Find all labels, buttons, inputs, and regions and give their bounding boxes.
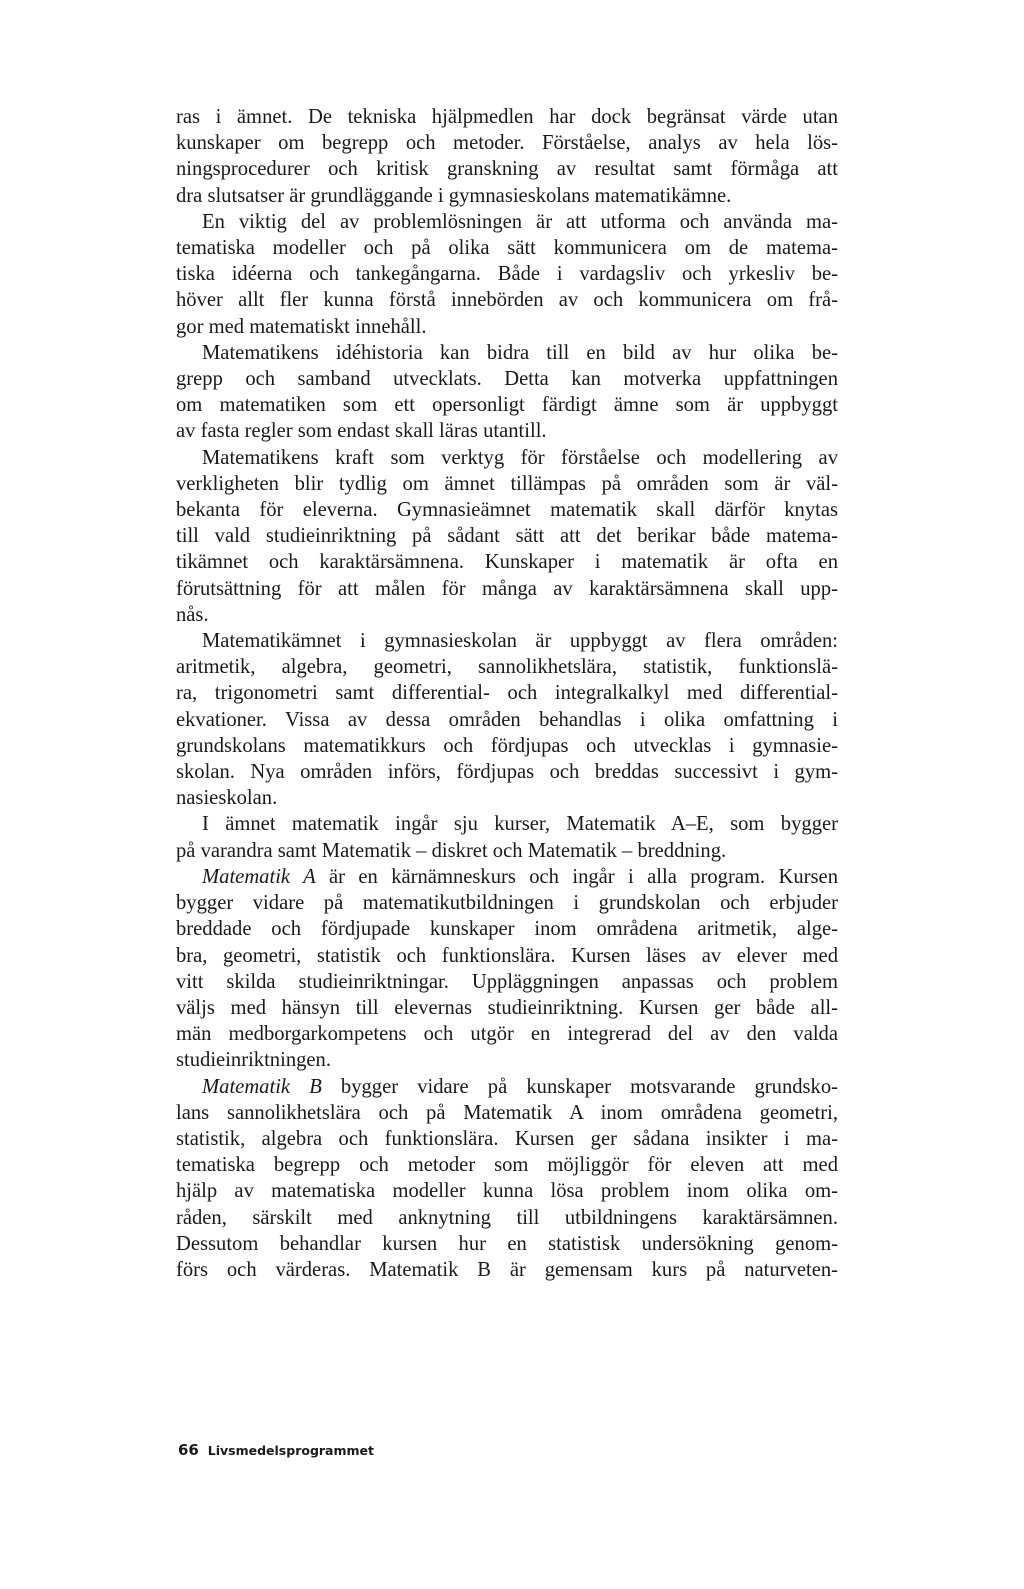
text-line: nås. (176, 603, 209, 626)
text-line: verkligheten blir tydlig om ämnet tillämpas på områden som är väl- (176, 472, 838, 495)
text-line: aritmetik, algebra, geometri, sannolikhetslära, statistik, funktionslä- (176, 656, 838, 679)
text-line: grepp och samband utvecklats. Detta kan motverka uppfattningen (176, 368, 838, 391)
course-name: Matematik A (202, 865, 316, 888)
text-line: förutsättning för att målen för många av karaktärsämnena skall upp- (176, 577, 838, 600)
text-line: kunskaper om begrepp och metoder. Förståelse, analys av hela lös- (176, 132, 838, 155)
program-title: Livsmedelsprogrammet (207, 1443, 374, 1458)
text-fragment: bygger vidare på kunskaper motsvarande grundsko- (321, 1075, 838, 1098)
text-line: dra slutsatser är grundläggande i gymnasieskolans matematikämne. (176, 184, 732, 207)
text-line: till vald studieinriktning på sådant sätt att det berikar både matema- (176, 525, 838, 548)
text-line: höver allt fler kunna förstå innebörden av och kommunicera om frå- (176, 289, 838, 312)
text-line: Dessutom behandlar kursen hur en statistisk undersökning genom- (176, 1232, 838, 1255)
text-line: breddade och fördjupade kunskaper inom områdena aritmetik, alge- (176, 918, 838, 941)
paragraph (176, 864, 838, 1074)
text-line: tematiska modeller och på olika sätt kommunicera om de matema- (176, 237, 838, 260)
text-line: bygger vidare på matematikutbildningen i grundskolan och erbjuder (176, 892, 838, 915)
text-line: lans sannolikhetslära och på Matematik A inom områdena geometri, (176, 1101, 838, 1124)
text-line: av fasta regler som endast skall läras utantill. (176, 420, 547, 443)
text-line: tematiska begrepp och metoder som möjliggör för eleven att med (176, 1154, 838, 1177)
text-line: Matematikens kraft som verktyg för förståelse och modellering av (202, 446, 838, 469)
paragraph (176, 628, 838, 811)
paragraph (176, 445, 838, 628)
page-footer (178, 1441, 374, 1459)
paragraph (176, 811, 838, 863)
text-line: statistik, algebra och funktionslära. Kursen ger sådana insikter i ma- (176, 1127, 838, 1150)
text-line: väljs med hänsyn till elevernas studieinriktning. Kursen ger både all- (176, 996, 838, 1019)
document-body (176, 104, 838, 1283)
text-line: skolan. Nya områden införs, fördjupas och breddas successivt i gym- (176, 761, 838, 784)
paragraph (176, 209, 838, 340)
text-line: förs och värderas. Matematik B är gemensam kurs på naturveten- (176, 1258, 838, 1281)
paragraph (176, 1074, 838, 1284)
paragraph (176, 340, 838, 445)
text-line: Matematikämnet i gymnasieskolan är uppbyggt av flera områden: (202, 630, 838, 653)
text-line: vitt skilda studieinriktningar. Uppläggningen anpassas och problem (176, 970, 838, 993)
text-line: om matematiken som ett opersonligt färdigt ämne som är uppbyggt (176, 394, 838, 417)
text-line: män medborgarkompetens och utgör en integrerad del av den valda (176, 1023, 838, 1046)
text-line (176, 1074, 838, 1100)
course-name: Matematik B (202, 1075, 322, 1098)
text-line: ras i ämnet. De tekniska hjälpmedlen har dock begränsat värde utan (176, 106, 838, 128)
text-line: råden, särskilt med anknytning till utbildningens karaktärsämnen. (176, 1206, 838, 1229)
text-line: ningsprocedurer och kritisk granskning av resultat samt förmåga att (176, 158, 838, 181)
text-line: Matematikens idéhistoria kan bidra till en bild av hur olika be- (202, 341, 838, 364)
text-line (176, 864, 838, 890)
text-line: bra, geometri, statistik och funktionslära. Kursen läses av elever med (176, 944, 838, 967)
text-line: En viktig del av problemlösningen är att utforma och använda ma- (202, 210, 838, 233)
page-number: 66 (178, 1441, 199, 1459)
text-line: ekvationer. Vissa av dessa områden behandlas i olika omfattning i (176, 708, 838, 731)
text-line: bekanta för eleverna. Gymnasieämnet matematik skall därför knytas (176, 499, 838, 522)
text-fragment: är en kärnämneskurs och ingår i alla program. Kursen (315, 865, 838, 888)
text-line: nasieskolan. (176, 787, 278, 810)
text-line: tikämnet och karaktärsämnena. Kunskaper i matematik är ofta en (176, 551, 838, 574)
text-line: på varandra samt Matematik – diskret och Matematik – breddning. (176, 839, 727, 862)
text-line: gor med matematiskt innehåll. (176, 315, 427, 338)
text-line: tiska idéerna och tankegångarna. Både i vardagsliv och yrkesliv be- (176, 263, 838, 286)
text-line: grundskolans matematikkurs och fördjupas och utvecklas i gymnasie- (176, 734, 838, 757)
text-line: studieinriktningen. (176, 1049, 332, 1072)
text-line: ra, trigonometri samt differential- och integralkalkyl med differential- (176, 682, 838, 705)
paragraph (176, 104, 838, 209)
text-line: hjälp av matematiska modeller kunna lösa problem inom olika om- (176, 1180, 838, 1203)
text-line: I ämnet matematik ingår sju kurser, Matematik A–E, som bygger (202, 813, 838, 836)
